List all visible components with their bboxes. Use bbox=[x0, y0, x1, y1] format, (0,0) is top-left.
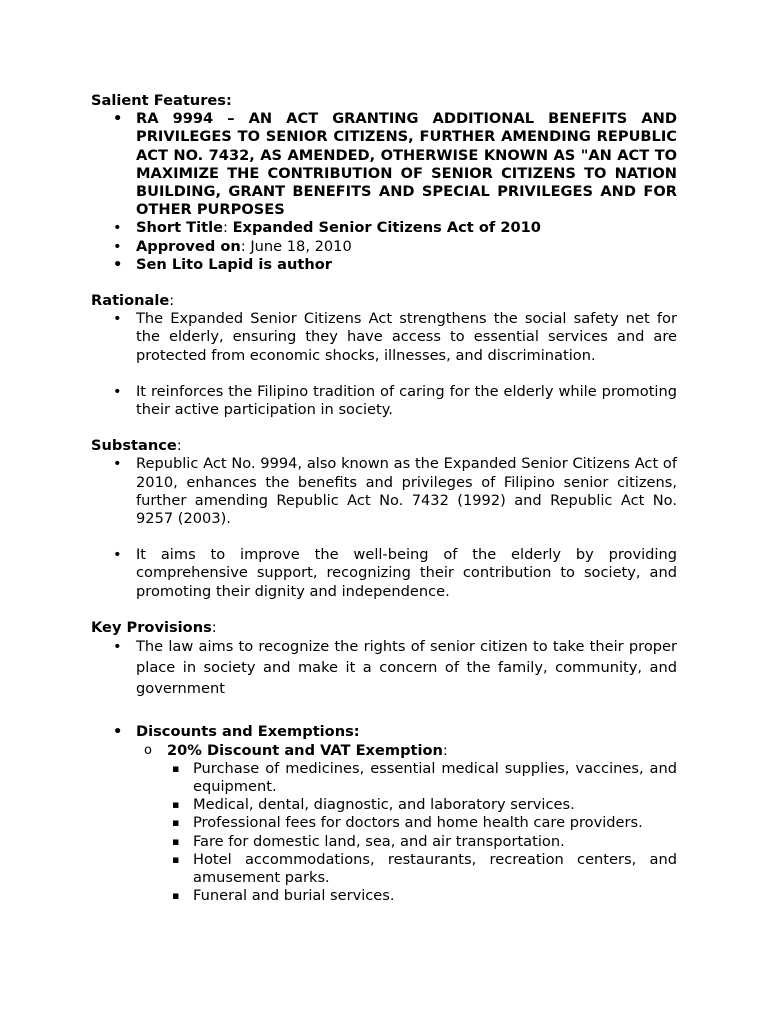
square-bullet-icon: ▪ bbox=[172, 834, 180, 848]
discount-item: Funeral and burial services. bbox=[193, 887, 395, 905]
rationale-heading: Rationale: bbox=[91, 292, 175, 310]
substance-heading: Substance: bbox=[91, 437, 182, 455]
list-item bbox=[91, 887, 677, 905]
salient-features-list bbox=[91, 110, 677, 274]
bullet-icon: • bbox=[113, 546, 122, 564]
list-item bbox=[91, 814, 677, 832]
list-item bbox=[91, 383, 677, 419]
list-item bbox=[91, 760, 677, 796]
discount-items-list bbox=[91, 760, 677, 906]
list-item bbox=[91, 256, 677, 274]
bullet-icon: • bbox=[113, 382, 122, 400]
discounts-heading: Discounts and Exemptions: bbox=[136, 723, 360, 741]
bullet-icon: • bbox=[113, 638, 122, 656]
square-bullet-icon: ▪ bbox=[172, 816, 180, 830]
square-bullet-icon: ▪ bbox=[172, 852, 180, 866]
rationale-item: It reinforces the Filipino tradition of caring for the elderly while promoting their active participation in society. bbox=[136, 382, 677, 419]
bullet-icon: • bbox=[113, 310, 122, 328]
list-item: • Approved on: June 18, 2010 bbox=[113, 237, 352, 255]
list-item bbox=[91, 637, 677, 699]
short-title-value: Expanded Senior Citizens Act of 2010 bbox=[232, 219, 541, 237]
list-item bbox=[91, 455, 677, 528]
discount-subheading: 20% Discount and VAT Exemption bbox=[167, 741, 443, 759]
circle-bullet-icon: o bbox=[144, 742, 152, 758]
discount-sub-list bbox=[91, 742, 677, 760]
square-bullet-icon: ▪ bbox=[172, 761, 180, 775]
discount-item: Purchase of medicines, essential medical supplies, vaccines, and equipment. bbox=[193, 759, 677, 796]
substance-list bbox=[91, 455, 677, 600]
square-bullet-icon: ▪ bbox=[172, 798, 180, 812]
bullet-icon: • bbox=[113, 110, 123, 128]
salient-features-heading: Salient Features: bbox=[91, 92, 232, 109]
square-bullet-icon: ▪ bbox=[172, 889, 180, 903]
substance-item: It aims to improve the well-being of the elderly by providing comprehensive support, recognizing their contribution to society, and promoting their dignity and independence. bbox=[136, 546, 677, 600]
list-item bbox=[91, 723, 677, 741]
approved-label: Approved on bbox=[136, 237, 241, 255]
key-provisions-intro: The law aims to recognize the rights of senior citizen to take their proper place in society and make it a concern of the family, community, and government bbox=[136, 638, 677, 697]
bullet-icon: • bbox=[113, 219, 122, 237]
rationale-list bbox=[91, 310, 677, 419]
rationale-item: The Expanded Senior Citizens Act strengthens the social safety net for the elderly, ensuring they have access to essential services and are protected from economic shocks, illnesses, and discrimination. bbox=[136, 310, 677, 364]
list-item bbox=[91, 546, 677, 601]
key-provisions-list bbox=[91, 637, 677, 742]
list-item: • Short Title: Expanded Senior Citizens Act of 2010 bbox=[113, 219, 541, 237]
document-content bbox=[91, 92, 677, 906]
bullet-icon: • bbox=[113, 455, 122, 473]
discount-item: Medical, dental, diagnostic, and laboratory services. bbox=[193, 796, 575, 814]
bullet-icon: • bbox=[113, 255, 123, 273]
author-line: Sen Lito Lapid is author bbox=[136, 255, 332, 273]
discount-item: Professional fees for doctors and home health care providers. bbox=[193, 814, 643, 832]
list-item bbox=[91, 833, 677, 851]
list-item: o 20% Discount and VAT Exemption: bbox=[144, 741, 448, 759]
short-title-label: Short Title bbox=[136, 219, 224, 237]
list-item bbox=[91, 851, 677, 887]
bullet-icon: • bbox=[113, 237, 122, 255]
act-title: RA 9994 – AN ACT GRANTING ADDITIONAL BENEFITS AND PRIVILEGES TO SENIOR CITIZENS, FURTHER AMENDING REPUBLIC ACT NO. 7432, AS AMENDED, OTHERWISE KNOWN AS "AN ACT TO MAXIMIZE THE CONTRIBUTION OF SENIOR CITIZENS TO NATION BUILDING, GRANT BENEFITS AND SPECIAL PRIVILEGES AND FOR OTHER PURPOSES bbox=[136, 110, 677, 219]
discount-item: Hotel accommodations, restaurants, recreation centers, and amusement parks. bbox=[193, 850, 677, 887]
substance-item: Republic Act No. 9994, also known as the Expanded Senior Citizens Act of 2010, enhances the benefits and privileges of Filipino senior citizens, further amending Republic Act No. 7432 (1992) and Republic Act No. 9257 (2003). bbox=[136, 455, 677, 528]
discount-item: Fare for domestic land, sea, and air transportation. bbox=[193, 832, 565, 850]
approved-value: June 18, 2010 bbox=[245, 237, 352, 255]
list-item bbox=[91, 796, 677, 814]
list-item bbox=[91, 110, 677, 219]
bullet-icon: • bbox=[113, 723, 123, 741]
list-item bbox=[91, 310, 677, 365]
key-provisions-heading: Key Provisions: bbox=[91, 618, 217, 636]
